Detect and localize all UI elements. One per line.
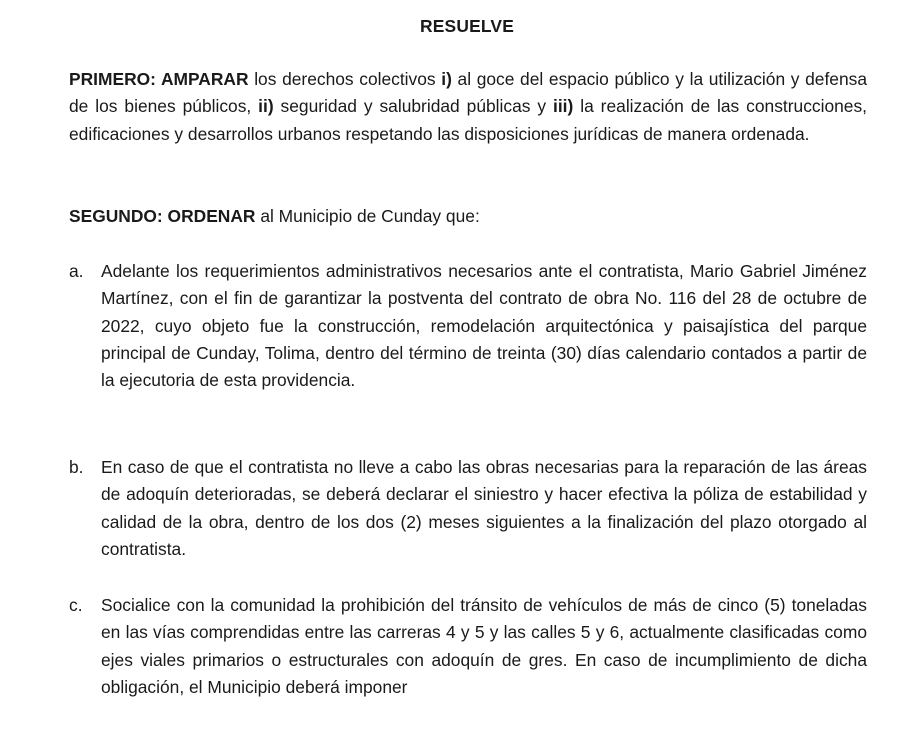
list-item-c — [69, 592, 867, 701]
list-item-marker: a. — [69, 261, 84, 281]
list-item-marker: b. — [69, 457, 84, 477]
primero-text-4: la realización de las construcciones, edificaciones y desarrollos urbanos respetando las disposiciones jurídicas de manera ordenada. — [69, 96, 867, 144]
primero-marker-ii: ii) — [258, 96, 274, 117]
primero-marker-iii: iii) — [553, 96, 574, 117]
paragraph-segundo — [69, 203, 867, 230]
list-item-b — [69, 454, 867, 563]
segundo-lead: SEGUNDO: ORDENAR — [69, 206, 256, 226]
list-item-text: Adelante los requerimientos administrativos necesarios ante el contratista, Mario Gabriel Jiménez Martínez, con el fin de garantizar la postventa del contrato de obra No. 116 del 28 de octubre de 2022, cuyo objeto fue la construcción, remodelación arquitectónica y paisajística del parque principal de Cunday, Tolima, dentro del término de treinta (30) días calendario contados a partir de la ejecutoria de esta providencia. — [101, 261, 867, 391]
list-item-text: En caso de que el contratista no lleve a cabo las obras necesarias para la reparación de las áreas de adoquín deterioradas, se deberá declarar el siniestro y hacer efectiva la póliza de estabilidad y calidad de la obra, dentro de los dos (2) meses siguientes a la finalización del plazo otorgado al contratista. — [101, 457, 867, 559]
primero-text-2: al goce del espacio público y la utilización y defensa de los bienes públicos, — [69, 69, 867, 117]
primero-text-3: seguridad y salubridad públicas y — [273, 96, 553, 117]
segundo-text: al Municipio de Cunday que: — [255, 206, 480, 226]
primero-lead: PRIMERO: AMPARAR — [69, 69, 249, 89]
list-item-text: Socialice con la comunidad la prohibición del tránsito de vehículos de más de cinco (5) toneladas en las vías comprendidas entre las carreras 4 y 5 y las calles 5 y 6, actualmente clasificadas como ejes viales primarios o estructurales con adoquín de gres. En caso de incumplimiento de dicha obligación, el Municipio deberá imponer — [101, 595, 867, 697]
list-item-a — [69, 258, 867, 394]
primero-marker-i: i) — [441, 69, 452, 89]
section-title: RESUELVE — [419, 16, 515, 36]
list-item-marker: c. — [69, 595, 83, 615]
primero-text-1: los derechos colectivos — [248, 69, 442, 89]
paragraph-primero — [69, 66, 867, 148]
